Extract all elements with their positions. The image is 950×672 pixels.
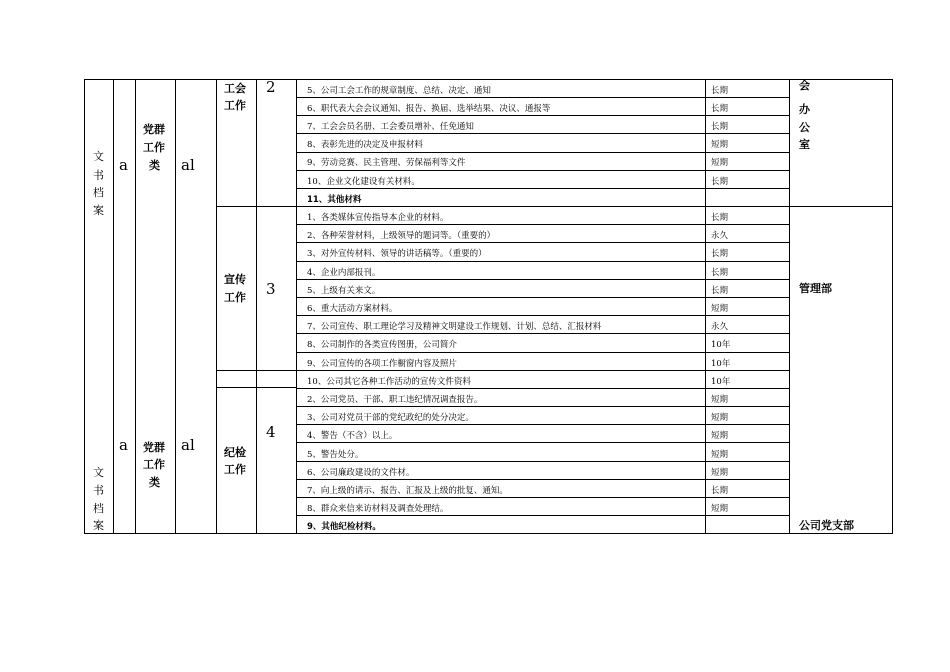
department-management: 管理部 <box>799 282 832 295</box>
list-item: 7、公司宣传、职工理论学习及精神文明建设工作规划、计划、总结、汇报材料 <box>307 322 602 332</box>
archive-type-char: 档 <box>93 186 104 199</box>
table-border <box>113 79 114 533</box>
row-line <box>296 479 790 480</box>
retention-period: 长期 <box>711 177 729 187</box>
list-item: 4、企业内部报刊。 <box>307 268 381 278</box>
group-separator <box>216 206 893 207</box>
category-label: 类 <box>149 476 160 489</box>
group-num-union: 2 <box>266 78 276 96</box>
row-line <box>296 97 790 98</box>
table-border <box>216 79 217 533</box>
list-item: 6、公司廉政建设的文件材。 <box>307 468 415 478</box>
retention-period: 永久 <box>711 322 729 332</box>
group-name-discipline: 工作 <box>224 463 246 476</box>
retention-period: 10年 <box>711 359 731 369</box>
retention-period: 短期 <box>711 158 729 168</box>
row-line <box>296 352 790 353</box>
retention-period: 10年 <box>711 340 731 350</box>
list-item: 4、警告（不含）以上。 <box>307 431 398 441</box>
list-item: 7、向上级的请示、报告、汇报及上级的批复、通知。 <box>307 486 508 496</box>
table-border-bottom <box>84 533 893 534</box>
row-line <box>296 442 790 443</box>
group-separator <box>216 370 790 371</box>
list-item: 5、警告处分。 <box>307 450 364 460</box>
archive-type-char: 文 <box>93 466 104 479</box>
retention-period: 短期 <box>711 431 729 441</box>
table-border <box>705 79 706 533</box>
list-item: 2、各种荣誉材料，上级领导的题词等。（重要的） <box>307 231 496 241</box>
list-item: 6、职代表大会会议通知、报告、换届、选举结果、决议、通报等 <box>307 104 551 114</box>
row-line <box>296 315 790 316</box>
retention-period: 长期 <box>711 486 729 496</box>
table-border <box>175 79 176 533</box>
row-line <box>296 406 790 407</box>
list-item: 8、表彰先进的决定及申报材料 <box>307 140 423 150</box>
archive-type-char: 案 <box>93 204 104 217</box>
retention-period: 长期 <box>711 213 729 223</box>
list-item: 10、公司其它各种工作活动的宣传文件资料 <box>307 377 471 387</box>
archive-code: a <box>119 156 128 174</box>
category-label: 工作 <box>143 458 165 471</box>
retention-period: 短期 <box>711 413 729 423</box>
list-item: 9、其他纪检材料。 <box>307 522 381 532</box>
row-line <box>296 224 790 225</box>
category-label: 党群 <box>143 123 165 136</box>
department-party-branch: 公司党支部 <box>799 519 854 532</box>
department-union-office: 办 <box>799 103 810 116</box>
retention-period: 短期 <box>711 395 729 405</box>
department-union-office: 室 <box>799 138 810 151</box>
row-line <box>296 497 790 498</box>
retention-period: 10年 <box>711 377 731 387</box>
category-label: 党群 <box>143 441 165 454</box>
row-line <box>296 297 790 298</box>
list-item: 5、公司工会工作的规章制度、总结、决定、通知 <box>307 86 491 96</box>
archive-type-char: 文 <box>93 150 104 163</box>
list-item: 7、工会会员名册、工会委员增补、任免通知 <box>307 122 474 132</box>
group-name-publicity: 宣传 <box>224 273 246 286</box>
group-num-publicity: 3 <box>266 280 276 298</box>
group-name-publicity: 工作 <box>224 291 246 304</box>
retention-period: 永久 <box>711 231 729 241</box>
sub-code: al <box>181 436 195 454</box>
table-border <box>296 79 297 533</box>
retention-period: 短期 <box>711 304 729 314</box>
list-item: 3、公司对党员干部的党纪政纪的处分决定。 <box>307 413 474 423</box>
retention-period: 短期 <box>711 504 729 514</box>
row-line <box>296 115 790 116</box>
archive-code: a <box>119 436 128 454</box>
row-line <box>296 515 790 516</box>
archive-type-char: 案 <box>93 519 104 532</box>
table-border <box>789 79 790 533</box>
retention-period: 长期 <box>711 86 729 96</box>
list-item: 2、公司党员、干部、职工违纪情况调查报告。 <box>307 395 483 405</box>
list-item: 8、群众来信来访材料及调查处理结。 <box>307 504 449 514</box>
archive-type-char: 书 <box>93 484 104 497</box>
list-item: 10、企业文化建设有关材料。 <box>307 177 420 187</box>
retention-period: 长期 <box>711 122 729 132</box>
list-item: 3、对外宣传材料、领导的讲话稿等。（重要的） <box>307 249 487 259</box>
row-line <box>296 279 790 280</box>
table-border-right <box>892 79 893 533</box>
list-item: 8、公司制作的各类宣传图册，公司简介 <box>307 340 457 350</box>
retention-period: 短期 <box>711 140 729 150</box>
list-item: 9、劳动竞赛、民主管理、劳保福利等文件 <box>307 158 466 168</box>
table-border-left <box>84 79 85 533</box>
row-line <box>296 242 790 243</box>
list-item: 1、各类媒体宣传指导本企业的材料。 <box>307 213 449 223</box>
group-name-union: 工会 <box>224 82 246 95</box>
list-item: 9、公司宣传的各项工作橱窗内容及照片 <box>307 359 457 369</box>
category-label: 工作 <box>143 141 165 154</box>
group-name-union: 工作 <box>224 99 246 112</box>
retention-period: 长期 <box>711 268 729 278</box>
list-item: 6、重大活动方案材料。 <box>307 304 398 314</box>
row-line <box>296 388 790 389</box>
row-line <box>296 188 790 189</box>
table-border-top <box>84 79 893 80</box>
group-num-discipline: 4 <box>266 423 276 441</box>
row-line <box>296 170 790 171</box>
list-item: 11、其他材料 <box>307 195 362 205</box>
archive-type-char: 书 <box>93 169 104 182</box>
table-border <box>256 79 257 533</box>
category-label: 类 <box>149 159 160 172</box>
row-line <box>296 461 790 462</box>
group-separator <box>216 387 297 388</box>
row-line <box>296 424 790 425</box>
archive-type-char: 档 <box>93 502 104 515</box>
group-name-discipline: 纪检 <box>224 446 246 459</box>
sub-code: al <box>181 156 195 174</box>
list-item: 5、上级有关来文。 <box>307 286 381 296</box>
row-line <box>296 133 790 134</box>
table-border <box>135 79 136 533</box>
department-union-office: 公 <box>799 121 810 134</box>
retention-period: 长期 <box>711 249 729 259</box>
retention-period: 短期 <box>711 450 729 460</box>
retention-period: 短期 <box>711 468 729 478</box>
row-line <box>296 261 790 262</box>
department-union-office: 会 <box>799 79 810 92</box>
retention-period: 长期 <box>711 104 729 114</box>
row-line <box>296 333 790 334</box>
retention-period: 长期 <box>711 286 729 296</box>
row-line <box>296 152 790 153</box>
